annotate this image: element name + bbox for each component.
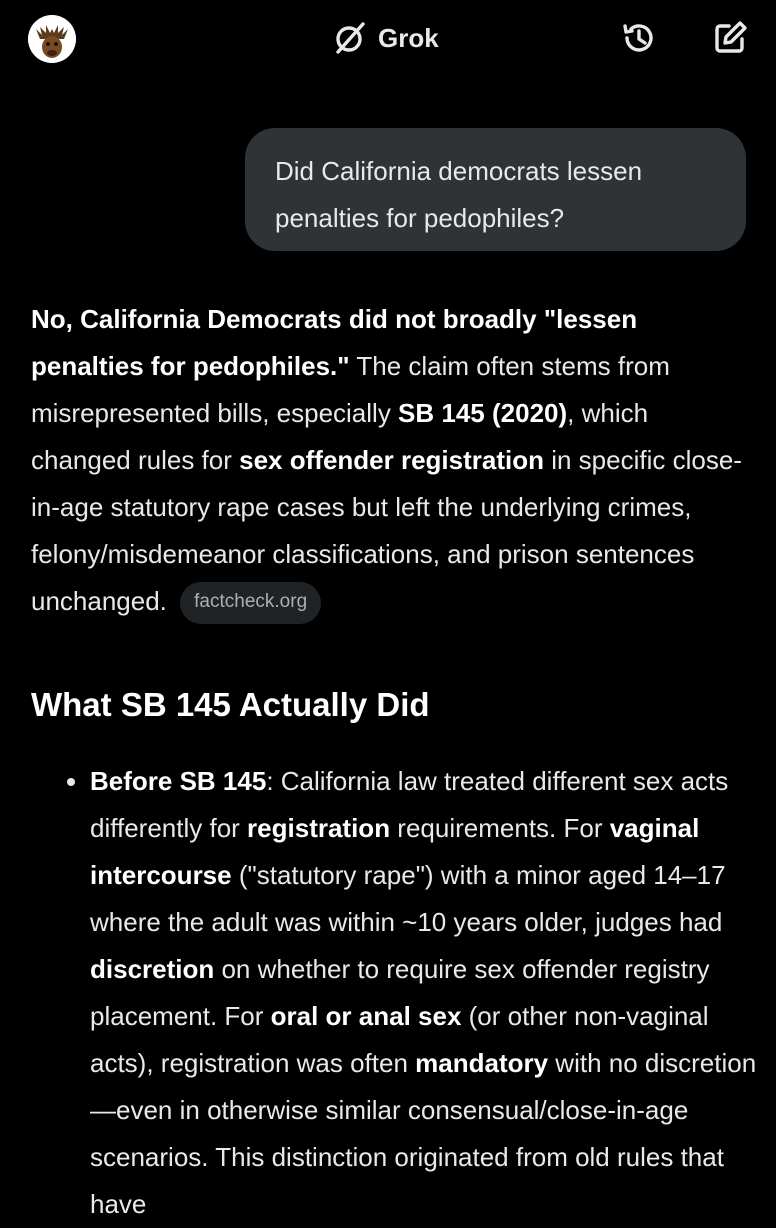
bullet-bold: mandatory xyxy=(415,1048,549,1078)
answer-text: in specific close-in-age statutory rape cases but left the underlying crimes, felony/misdemeanor classifications, and prison sentences unchanged. xyxy=(31,445,742,616)
bullet-bold: vaginal intercourse xyxy=(90,813,700,890)
app-name: Grok xyxy=(378,22,439,53)
citation-chip[interactable]: factcheck.org xyxy=(180,582,321,624)
bullet-text: : California law treated different sex acts differently for xyxy=(90,766,729,843)
brand xyxy=(332,18,439,58)
assistant-answer xyxy=(31,296,746,625)
history-button[interactable] xyxy=(617,16,661,60)
compose-icon xyxy=(710,18,750,58)
answer-text: , which changed rules for xyxy=(31,398,649,475)
bullet-text: requirements. For xyxy=(390,813,610,843)
bullet-bold: Before SB 145 xyxy=(90,766,267,796)
bullet-bold: discretion xyxy=(90,954,215,984)
bullet-bold: oral or anal sex xyxy=(270,1001,462,1031)
list-item xyxy=(90,758,776,1228)
grok-logo-icon xyxy=(332,20,368,56)
avatar[interactable] xyxy=(28,15,76,63)
answer-bold-bill: SB 145 (2020) xyxy=(398,398,568,428)
bullet-list xyxy=(60,758,776,1228)
bullet-text: (or other non-vaginal acts), registration was often xyxy=(90,1001,709,1078)
user-message-bubble: Did California democrats lessen penalties for pedophiles? xyxy=(245,128,746,251)
answer-bold-registration: sex offender registration xyxy=(239,445,544,475)
answer-lead-bold: No, California Democrats did not broadly "lessen penalties for pedophiles." xyxy=(31,304,638,381)
bullet-text: with no discretion—even in otherwise similar consensual/close-in-age scenarios. This distinction originated from old rules that have xyxy=(90,1048,757,1219)
answer-paragraph xyxy=(31,296,746,625)
answer-text: The claim often stems from misrepresented bills, especially xyxy=(31,351,670,428)
top-bar xyxy=(0,0,776,80)
bullet-bold: registration xyxy=(247,813,391,843)
bullet-text: ("statutory rape") with a minor aged 14–17 where the adult was within ~10 years older, judges had xyxy=(90,860,726,937)
bullet-text: on whether to require sex offender registry placement. For xyxy=(90,954,710,1031)
history-icon xyxy=(619,18,659,58)
section-heading: What SB 145 Actually Did xyxy=(31,686,430,723)
new-chat-button[interactable] xyxy=(708,16,752,60)
